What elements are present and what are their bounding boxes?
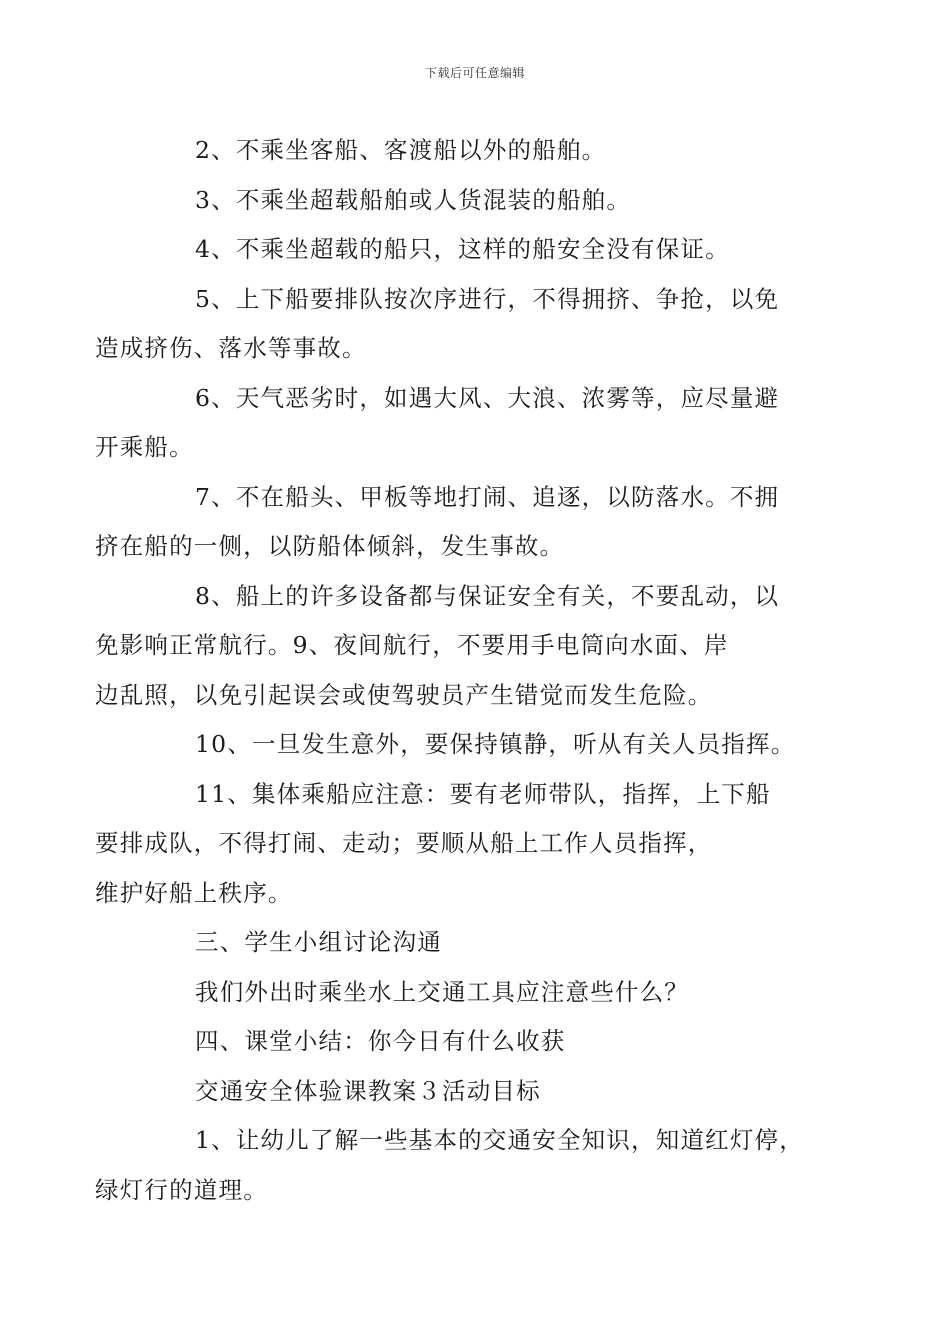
paragraph-line: 1、让幼儿了解一些基本的交通安全知识，知道红灯停， (195, 1126, 804, 1154)
paragraph-line: 四、课堂小结：你今日有什么收获 (195, 1027, 566, 1055)
paragraph-item-10 (145, 720, 807, 770)
paragraph-line: 免影响正常航行。9、夜间航行，不要用手电筒向水面、岸 (95, 631, 729, 659)
document-body (95, 126, 807, 1215)
paragraph-line: 挤在船的一侧，以防船体倾斜，发生事故。 (95, 532, 565, 560)
paragraph-line: 4、不乘坐超载的船只，这样的船安全没有保证。 (195, 235, 730, 263)
paragraph-line: 8、船上的许多设备都与保证安全有关，不要乱动，以 (195, 581, 780, 610)
paragraph-line: 11、集体乘船应注意：要有老师带队，指挥，上下船 (195, 779, 771, 808)
paragraph-line: 交通安全体验课教案３活动目标 (195, 1076, 541, 1105)
paragraph-item-7 (95, 473, 807, 572)
paragraph-item-11 (95, 770, 807, 919)
paragraph-item-8 (95, 572, 807, 721)
paragraph-line: 维护好船上秩序。 (95, 878, 293, 907)
paragraph-line: 7、不在船头、甲板等地打闹、追逐，以防落水。不拥 (195, 482, 780, 511)
paragraph-item-2 (145, 126, 807, 176)
paragraph-line: 5、上下船要排队按次序进行，不得拥挤、争抢，以免 (195, 284, 780, 313)
objective-item-1 (95, 1116, 807, 1215)
section-heading-discussion (145, 918, 807, 968)
paragraph-line: 造成挤伤、落水等事故。 (95, 334, 367, 362)
discussion-question (145, 968, 807, 1018)
paragraph-line: 要排成队，不得打闹、走动；要顺从船上工作人员指挥， (95, 829, 713, 857)
paragraph-line: 边乱照，以免引起误会或使驾驶员产生错觉而发生危险。 (95, 680, 713, 709)
paragraph-line: 开乘船。 (95, 433, 194, 461)
paragraph-item-3 (145, 176, 807, 226)
paragraph-item-6 (95, 374, 807, 473)
paragraph-line: 三、学生小组讨论沟通 (195, 928, 442, 956)
paragraph-item-4 (145, 225, 807, 275)
paragraph-line: 绿灯行的道理。 (95, 1175, 268, 1204)
paragraph-line: 2、不乘坐客船、客渡船以外的船舶。 (195, 136, 607, 164)
paragraph-line: 我们外出时乘坐水上交通工具应注意些什么？ (195, 977, 689, 1006)
paragraph-item-5 (95, 275, 807, 374)
paragraph-line: 3、不乘坐超载船舶或人货混装的船舶。 (195, 185, 632, 214)
lesson-plan-title (145, 1067, 807, 1117)
paragraph-line: 6、天气恶劣时，如遇大风、大浪、浓雾等，应尽量避 (195, 383, 780, 412)
section-heading-summary (145, 1017, 807, 1067)
paragraph-line: 10、一旦发生意外，要保持镇静，听从有关人员指挥。 (195, 730, 796, 758)
page-header: 下载后可任意编辑 (424, 66, 525, 80)
